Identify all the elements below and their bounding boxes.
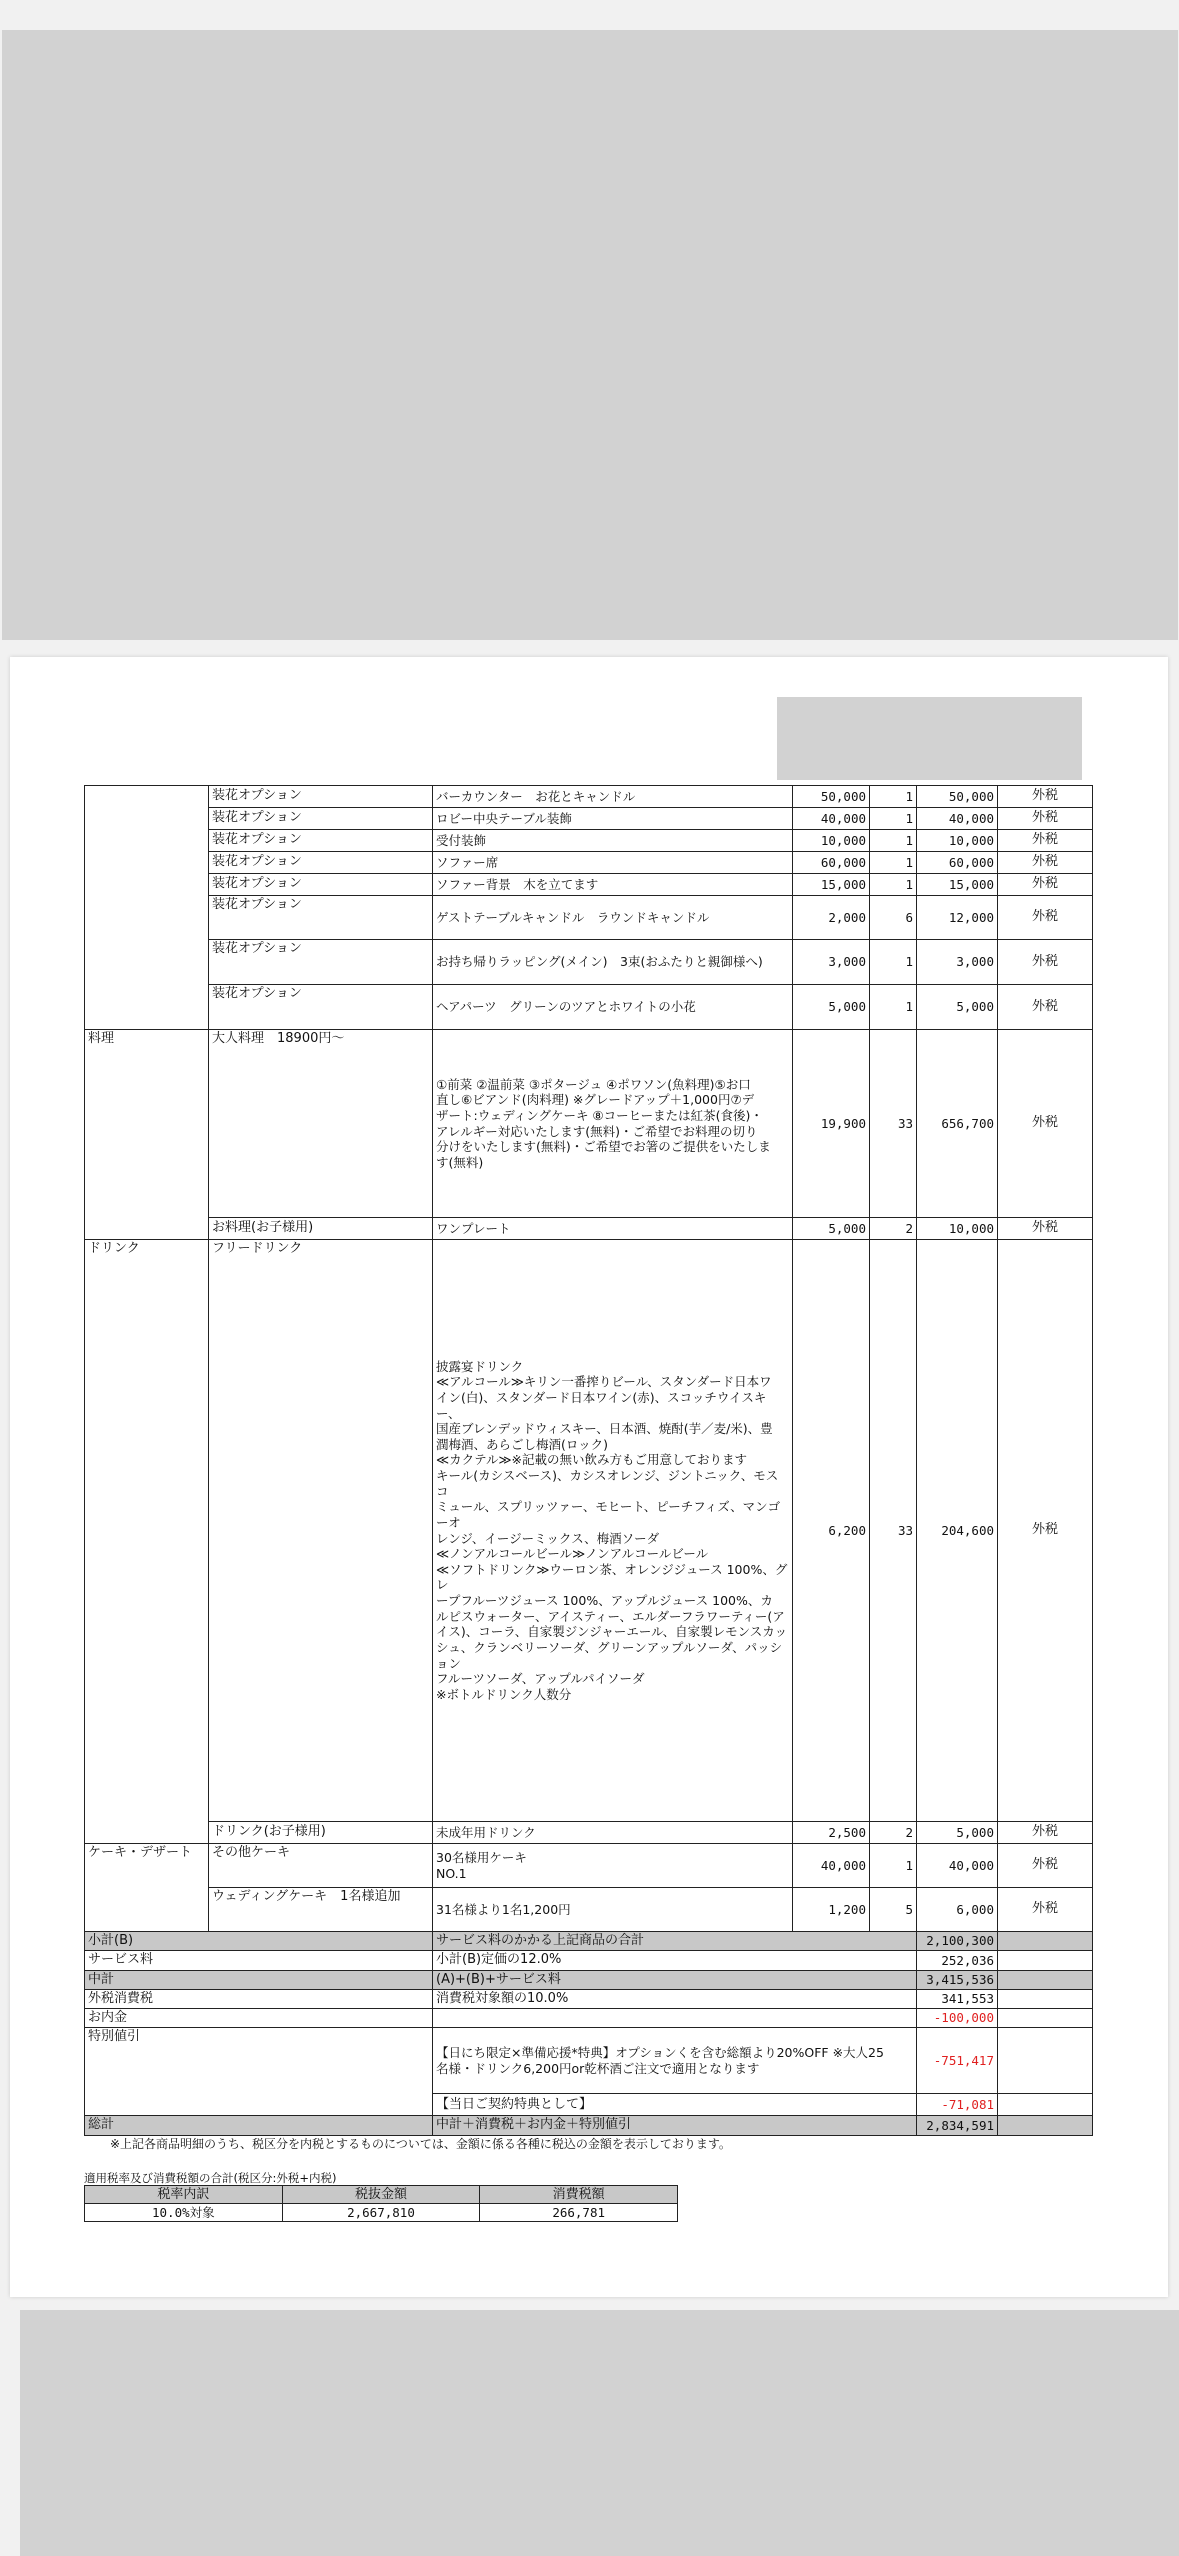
description-cell: ①前菜 ②温前菜 ③ポタージュ ④ポワソン(魚料理)⑤お口 直し⑥ビアンド(肉料理) ※グレードアップ＋1,000円⑦デ ザート:ウェディングケーキ ⑧コーヒーまたは紅茶(食後)・ アレルギー対応いたします(無料)・ご希望でお料理の切り 分けをいたします(無料)・ご希望でお箸のご提供をいたしま す(無料) [433,1030,793,1218]
category-cell [85,786,209,808]
quantity-cell: 1 [870,852,917,874]
summary-amount: -100,000 [917,2009,998,2028]
tax-row [85,1989,1093,2008]
table-row [85,852,1093,874]
redacted-stamp-box [777,697,1082,780]
summary-blank [998,1989,1093,2008]
summary-amount: -751,417 [917,2028,998,2094]
table-row [85,2204,678,2222]
table-row [85,808,1093,830]
amount-cell: 656,700 [917,1030,998,1218]
subtotal-row [85,1932,1093,1951]
table-row [85,1844,1093,1888]
tax-summary-table [84,2185,678,2222]
table-row [85,1822,1093,1844]
amount-cell: 10,000 [917,1218,998,1240]
table-row [85,786,1093,808]
midtotal-row [85,1970,1093,1989]
summary-label: サービス料 [85,1951,433,1970]
amount-cell: 60,000 [917,852,998,874]
tax-type-cell: 外税 [998,1888,1093,1932]
item-cell: 装花オプション [209,874,433,896]
quantity-cell: 2 [870,1218,917,1240]
table-row [85,1030,1093,1218]
tax-type-cell: 外税 [998,985,1093,1030]
table-row [85,2186,678,2204]
unit-price-cell: 40,000 [793,1844,870,1888]
description-cell: ソファー背景 木を立てます [433,874,793,896]
summary-desc: 中計＋消費税＋お内金＋特別値引 [433,2116,917,2135]
summary-amount: -71,081 [917,2094,998,2116]
summary-desc: 消費税対象額の10.0% [433,1989,917,2008]
quantity-cell: 1 [870,786,917,808]
amount-cell: 204,600 [917,1240,998,1822]
summary-label: お内金 [85,2009,433,2028]
summary-blank [998,1932,1093,1951]
summary-label: 総計 [85,2116,433,2135]
unit-price-cell: 19,900 [793,1030,870,1218]
amount-cell: 3,000 [917,940,998,985]
food-rows [85,1030,1093,1240]
category-cell [85,1218,209,1240]
summary-amount: 3,415,536 [917,1970,998,1989]
summary-amount: 2,834,591 [917,2116,998,2135]
description-cell: 披露宴ドリンク ≪アルコール≫キリン一番搾りビール、スタンダード日本ワ イン(白)、スタンダード日本ワイン(赤)、スコッチウイスキー、 国産ブレンデッドウィスキー、日本酒、焼酎(芋／麦/米)、豊 潤梅酒、あらごし梅酒(ロック) ≪カクテル≫※記載の無い飲み方もご用意しております キール(カシスベース)、カシスオレンジ、ジントニック、モスコ ミュール、スプリッツァー、モヒート、ピーチフィズ、マンゴーオ レンジ、イージーミックス、梅酒ソーダ ≪ノンアルコールビール≫ノンアルコールビール ≪ソフトドリンク≫ウーロン茶、オレンジジュース 100%、グレ ープフルーツジュース 100%、アップルジュース 100%、カ ルピスウォーター、アイスティー、エルダーフラワーティー(ア イス)、コーラ、自家製ジンジャーエール、自家製レモンスカッ シュ、クランベリーソーダ、グリーンアップルソーダ、パッション フルーツソーダ、アップルパイソーダ ※ボトルドリンク人数分 [433,1240,793,1822]
unit-price-cell: 15,000 [793,874,870,896]
drink-rows [85,1240,1093,1844]
item-cell: 装花オプション [209,896,433,940]
tax-type-cell: 外税 [998,1218,1093,1240]
summary-blank [998,2116,1093,2135]
item-cell: 装花オプション [209,940,433,985]
service-row [85,1951,1093,1970]
summary-blank [998,2009,1093,2028]
amount-cell: 40,000 [917,808,998,830]
item-cell: 大人料理 18900円～ [209,1030,433,1218]
category-cell [85,830,209,852]
tax-type-cell: 外税 [998,1240,1093,1822]
item-cell: 装花オプション [209,808,433,830]
header-cell: 消費税額 [480,2186,678,2204]
summary-blank [998,2094,1093,2116]
summary-desc: 【日にち限定×準備応援*特典】オプションくを含む総額より20%OFF ※大人25 名様・ドリンク6,200円or乾杯酒ご注文で適用となります [433,2028,917,2094]
table-row [85,1218,1093,1240]
item-cell: 装花オプション [209,985,433,1030]
summary-desc: 小計(B)定価の12.0% [433,1951,917,1970]
table-row [85,874,1093,896]
item-cell: 装花オプション [209,786,433,808]
description-cell: ヘアパーツ グリーンのツアとホワイトの小花 [433,985,793,1030]
amount-cell: 15,000 [917,874,998,896]
amount-cell: 5,000 [917,985,998,1030]
description-cell: 受付装飾 [433,830,793,852]
description-cell: 30名様用ケーキ NO.1 [433,1844,793,1888]
tax-amount-cell: 266,781 [480,2204,678,2222]
unit-price-cell: 40,000 [793,808,870,830]
description-cell: ゲストテーブルキャンドル ラウンドキャンドル [433,896,793,940]
summary-amount: 2,100,300 [917,1932,998,1951]
tax-type-cell: 外税 [998,1822,1093,1844]
table-row [85,1888,1093,1932]
unit-price-cell: 50,000 [793,786,870,808]
total-row [85,2116,1093,2135]
category-cell [85,1888,209,1932]
description-cell: バーカウンター お花とキャンドル [433,786,793,808]
unit-price-cell: 60,000 [793,852,870,874]
summary-label: 特別値引 [85,2028,433,2116]
category-cell: 料理 [85,1030,209,1218]
summary-desc: 【当日ご契約特典として】 [433,2094,917,2116]
item-cell: 装花オプション [209,830,433,852]
item-cell: お料理(お子様用) [209,1218,433,1240]
summary-rows [85,1932,1093,2136]
amount-cell: 10,000 [917,830,998,852]
category-cell [85,940,209,985]
description-cell: ソファー席 [433,852,793,874]
quantity-cell: 1 [870,808,917,830]
quantity-cell: 1 [870,940,917,985]
quantity-cell: 6 [870,896,917,940]
amount-cell: 12,000 [917,896,998,940]
redacted-header-block [2,30,1178,640]
deposit-row [85,2009,1093,2028]
description-cell: ワンプレート [433,1218,793,1240]
tax-type-cell: 外税 [998,940,1093,985]
summary-amount: 252,036 [917,1951,998,1970]
redacted-footer-block [20,2310,1179,2556]
option-rows [85,786,1093,1030]
estimate-table [84,785,1093,2136]
unit-price-cell: 5,000 [793,1218,870,1240]
table-row [85,1240,1093,1822]
cake-rows [85,1844,1093,1932]
summary-desc: (A)+(B)+サービス料 [433,1970,917,1989]
item-cell: ドリンク(お子様用) [209,1822,433,1844]
category-cell [85,1822,209,1844]
unit-price-cell: 2,500 [793,1822,870,1844]
category-cell [85,808,209,830]
item-cell: フリードリンク [209,1240,433,1822]
description-cell: お持ち帰りラッピング(メイン) 3束(おふたりと親御様へ) [433,940,793,985]
tax-type-cell: 外税 [998,1844,1093,1888]
table-row [85,896,1093,940]
category-cell [85,852,209,874]
tax-note: ※上記各商品明細のうち、税区分を内税とするものについては、金額に係る各種に税込の金額を表示しております。 [110,2137,731,2151]
quantity-cell: 1 [870,830,917,852]
table-row [85,940,1093,985]
summary-blank [998,1970,1093,1989]
quantity-cell: 2 [870,1822,917,1844]
description-cell: ロビー中央テーブル装飾 [433,808,793,830]
quantity-cell: 5 [870,1888,917,1932]
amount-cell: 40,000 [917,1844,998,1888]
quantity-cell: 33 [870,1030,917,1218]
tax-type-cell: 外税 [998,786,1093,808]
unit-price-cell: 3,000 [793,940,870,985]
amount-cell: 5,000 [917,1822,998,1844]
item-cell: その他ケーキ [209,1844,433,1888]
tax-type-cell: 外税 [998,830,1093,852]
quantity-cell: 1 [870,1844,917,1888]
quantity-cell: 1 [870,985,917,1030]
special-discount-row [85,2028,1093,2094]
category-cell: ケーキ・デザート [85,1844,209,1888]
tax-type-cell: 外税 [998,852,1093,874]
unit-price-cell: 10,000 [793,830,870,852]
estimate-sheet [10,657,1168,2297]
description-cell: 未成年用ドリンク [433,1822,793,1844]
tax-table-caption: 適用税率及び消費税額の合計(税区分:外税+内税) [84,2171,337,2185]
item-cell: ウェディングケーキ 1名様追加 [209,1888,433,1932]
summary-label: 外税消費税 [85,1989,433,2008]
tax-type-cell: 外税 [998,1030,1093,1218]
quantity-cell: 1 [870,874,917,896]
category-cell [85,874,209,896]
category-cell [85,985,209,1030]
unit-price-cell: 1,200 [793,1888,870,1932]
summary-desc: サービス料のかかる上記商品の合計 [433,1932,917,1951]
item-cell: 装花オプション [209,852,433,874]
summary-blank [998,1951,1093,1970]
category-cell: ドリンク [85,1240,209,1822]
tax-type-cell: 外税 [998,896,1093,940]
table-row [85,985,1093,1030]
summary-blank [998,2028,1093,2094]
summary-label: 小計(B) [85,1932,433,1951]
unit-price-cell: 6,200 [793,1240,870,1822]
summary-desc [433,2009,917,2028]
description-cell: 31名様より1名1,200円 [433,1888,793,1932]
summary-label: 中計 [85,1970,433,1989]
tax-type-cell: 外税 [998,808,1093,830]
header-cell: 税抜金額 [282,2186,480,2204]
tax-rate-cell: 10.0%対象 [85,2204,283,2222]
table-row [85,830,1093,852]
tax-excluded-cell: 2,667,810 [282,2204,480,2222]
header-cell: 税率内訳 [85,2186,283,2204]
quantity-cell: 33 [870,1240,917,1822]
amount-cell: 50,000 [917,786,998,808]
summary-amount: 341,553 [917,1989,998,2008]
unit-price-cell: 2,000 [793,896,870,940]
amount-cell: 6,000 [917,1888,998,1932]
unit-price-cell: 5,000 [793,985,870,1030]
tax-type-cell: 外税 [998,874,1093,896]
category-cell [85,896,209,940]
